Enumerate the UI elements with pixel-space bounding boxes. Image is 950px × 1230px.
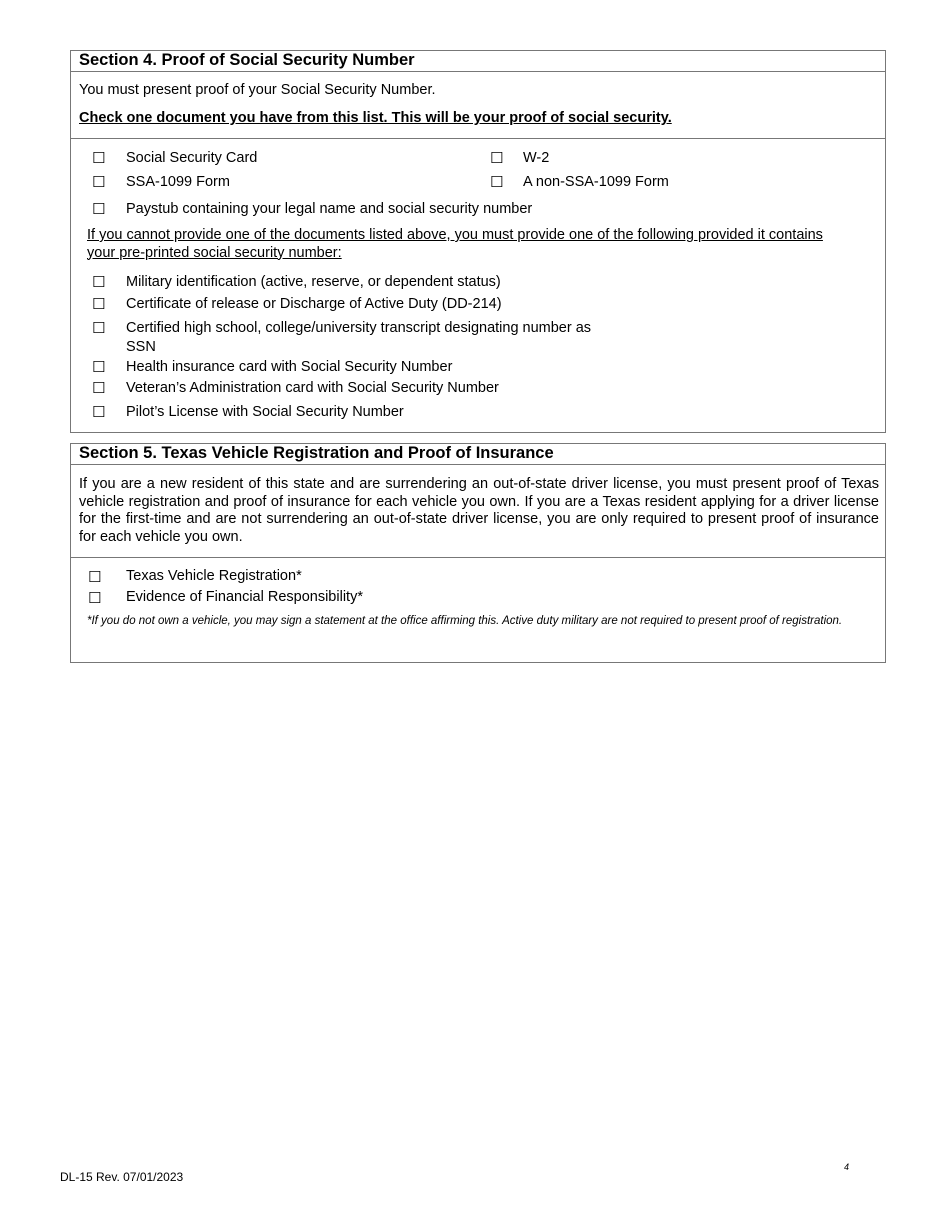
checkbox-military-id[interactable]: ☐: [92, 273, 106, 291]
section-4-title: Section 4. Proof of Social Security Number: [71, 51, 885, 72]
divider: [71, 557, 885, 558]
checkbox-paystub[interactable]: ☐: [92, 200, 106, 218]
section-4-proof-of-ssn: [70, 50, 886, 433]
checkbox-texas-vehicle-registration[interactable]: ☐: [88, 568, 102, 586]
section-4-instruction: Check one document you have from this list. This will be your proof of social security.: [79, 110, 672, 126]
section-5-title: Section 5. Texas Vehicle Registration and Proof of Insurance: [71, 444, 885, 465]
option-label: Health insurance card with Social Security Number: [126, 359, 453, 375]
checkbox-va-card[interactable]: ☐: [92, 379, 106, 397]
divider: [71, 138, 885, 139]
option-label-continued: SSN: [126, 339, 156, 355]
option-label: Social Security Card: [126, 150, 258, 166]
form-id: DL-15 Rev. 07/01/2023: [60, 1170, 184, 1184]
option-label: A non-SSA-1099 Form: [523, 174, 669, 190]
checkbox-w2[interactable]: ☐: [490, 149, 504, 167]
checkbox-dd214[interactable]: ☐: [92, 295, 106, 313]
section-5-intro: If you are a new resident of this state and are surrendering an out-of-state driver license, you must present proof of Texas vehicle registration and proof of insurance for each vehicle you own. If you are a Texas resident applying for a driver license for the first-time and are not surrendering an out-of-state driver license, you are only required to present proof of insurance for each vehicle you own.: [79, 476, 879, 545]
option-label: SSA-1099 Form: [126, 174, 230, 190]
page-number: 4: [844, 1162, 850, 1172]
checkbox-health-insurance-card[interactable]: ☐: [92, 358, 106, 376]
section-5-footnote: *If you do not own a vehicle, you may sign a statement at the office affirming this. Active duty military are not required to present proof of registration.: [87, 615, 843, 627]
option-label: Military identification (active, reserve, or dependent status): [126, 274, 501, 290]
option-label: Evidence of Financial Responsibility*: [126, 589, 363, 605]
option-label: Texas Vehicle Registration*: [126, 568, 302, 584]
option-label: Pilot’s License with Social Security Number: [126, 404, 404, 420]
checkbox-financial-responsibility[interactable]: ☐: [88, 589, 102, 607]
checkbox-ssa-1099[interactable]: ☐: [92, 173, 106, 191]
option-label: Certificate of release or Discharge of Active Duty (DD-214): [126, 296, 502, 312]
option-label: Veteran’s Administration card with Social Security Number: [126, 380, 499, 396]
checkbox-pilot-license[interactable]: ☐: [92, 403, 106, 421]
checkbox-transcript[interactable]: ☐: [92, 319, 106, 337]
section-4-intro: You must present proof of your Social Security Number.: [79, 82, 436, 98]
option-label: Paystub containing your legal name and social security number: [126, 201, 533, 217]
checkbox-social-security-card[interactable]: ☐: [92, 149, 106, 167]
alternative-note: If you cannot provide one of the documents listed above, you must provide one of the following provided it contains your pre-printed social security number:: [87, 227, 823, 261]
section-5-vehicle-registration: [70, 443, 886, 663]
option-label: Certified high school, college/university transcript designating number as: [126, 320, 592, 336]
checkbox-non-ssa-1099[interactable]: ☐: [490, 173, 504, 191]
option-label: W-2: [523, 150, 550, 166]
